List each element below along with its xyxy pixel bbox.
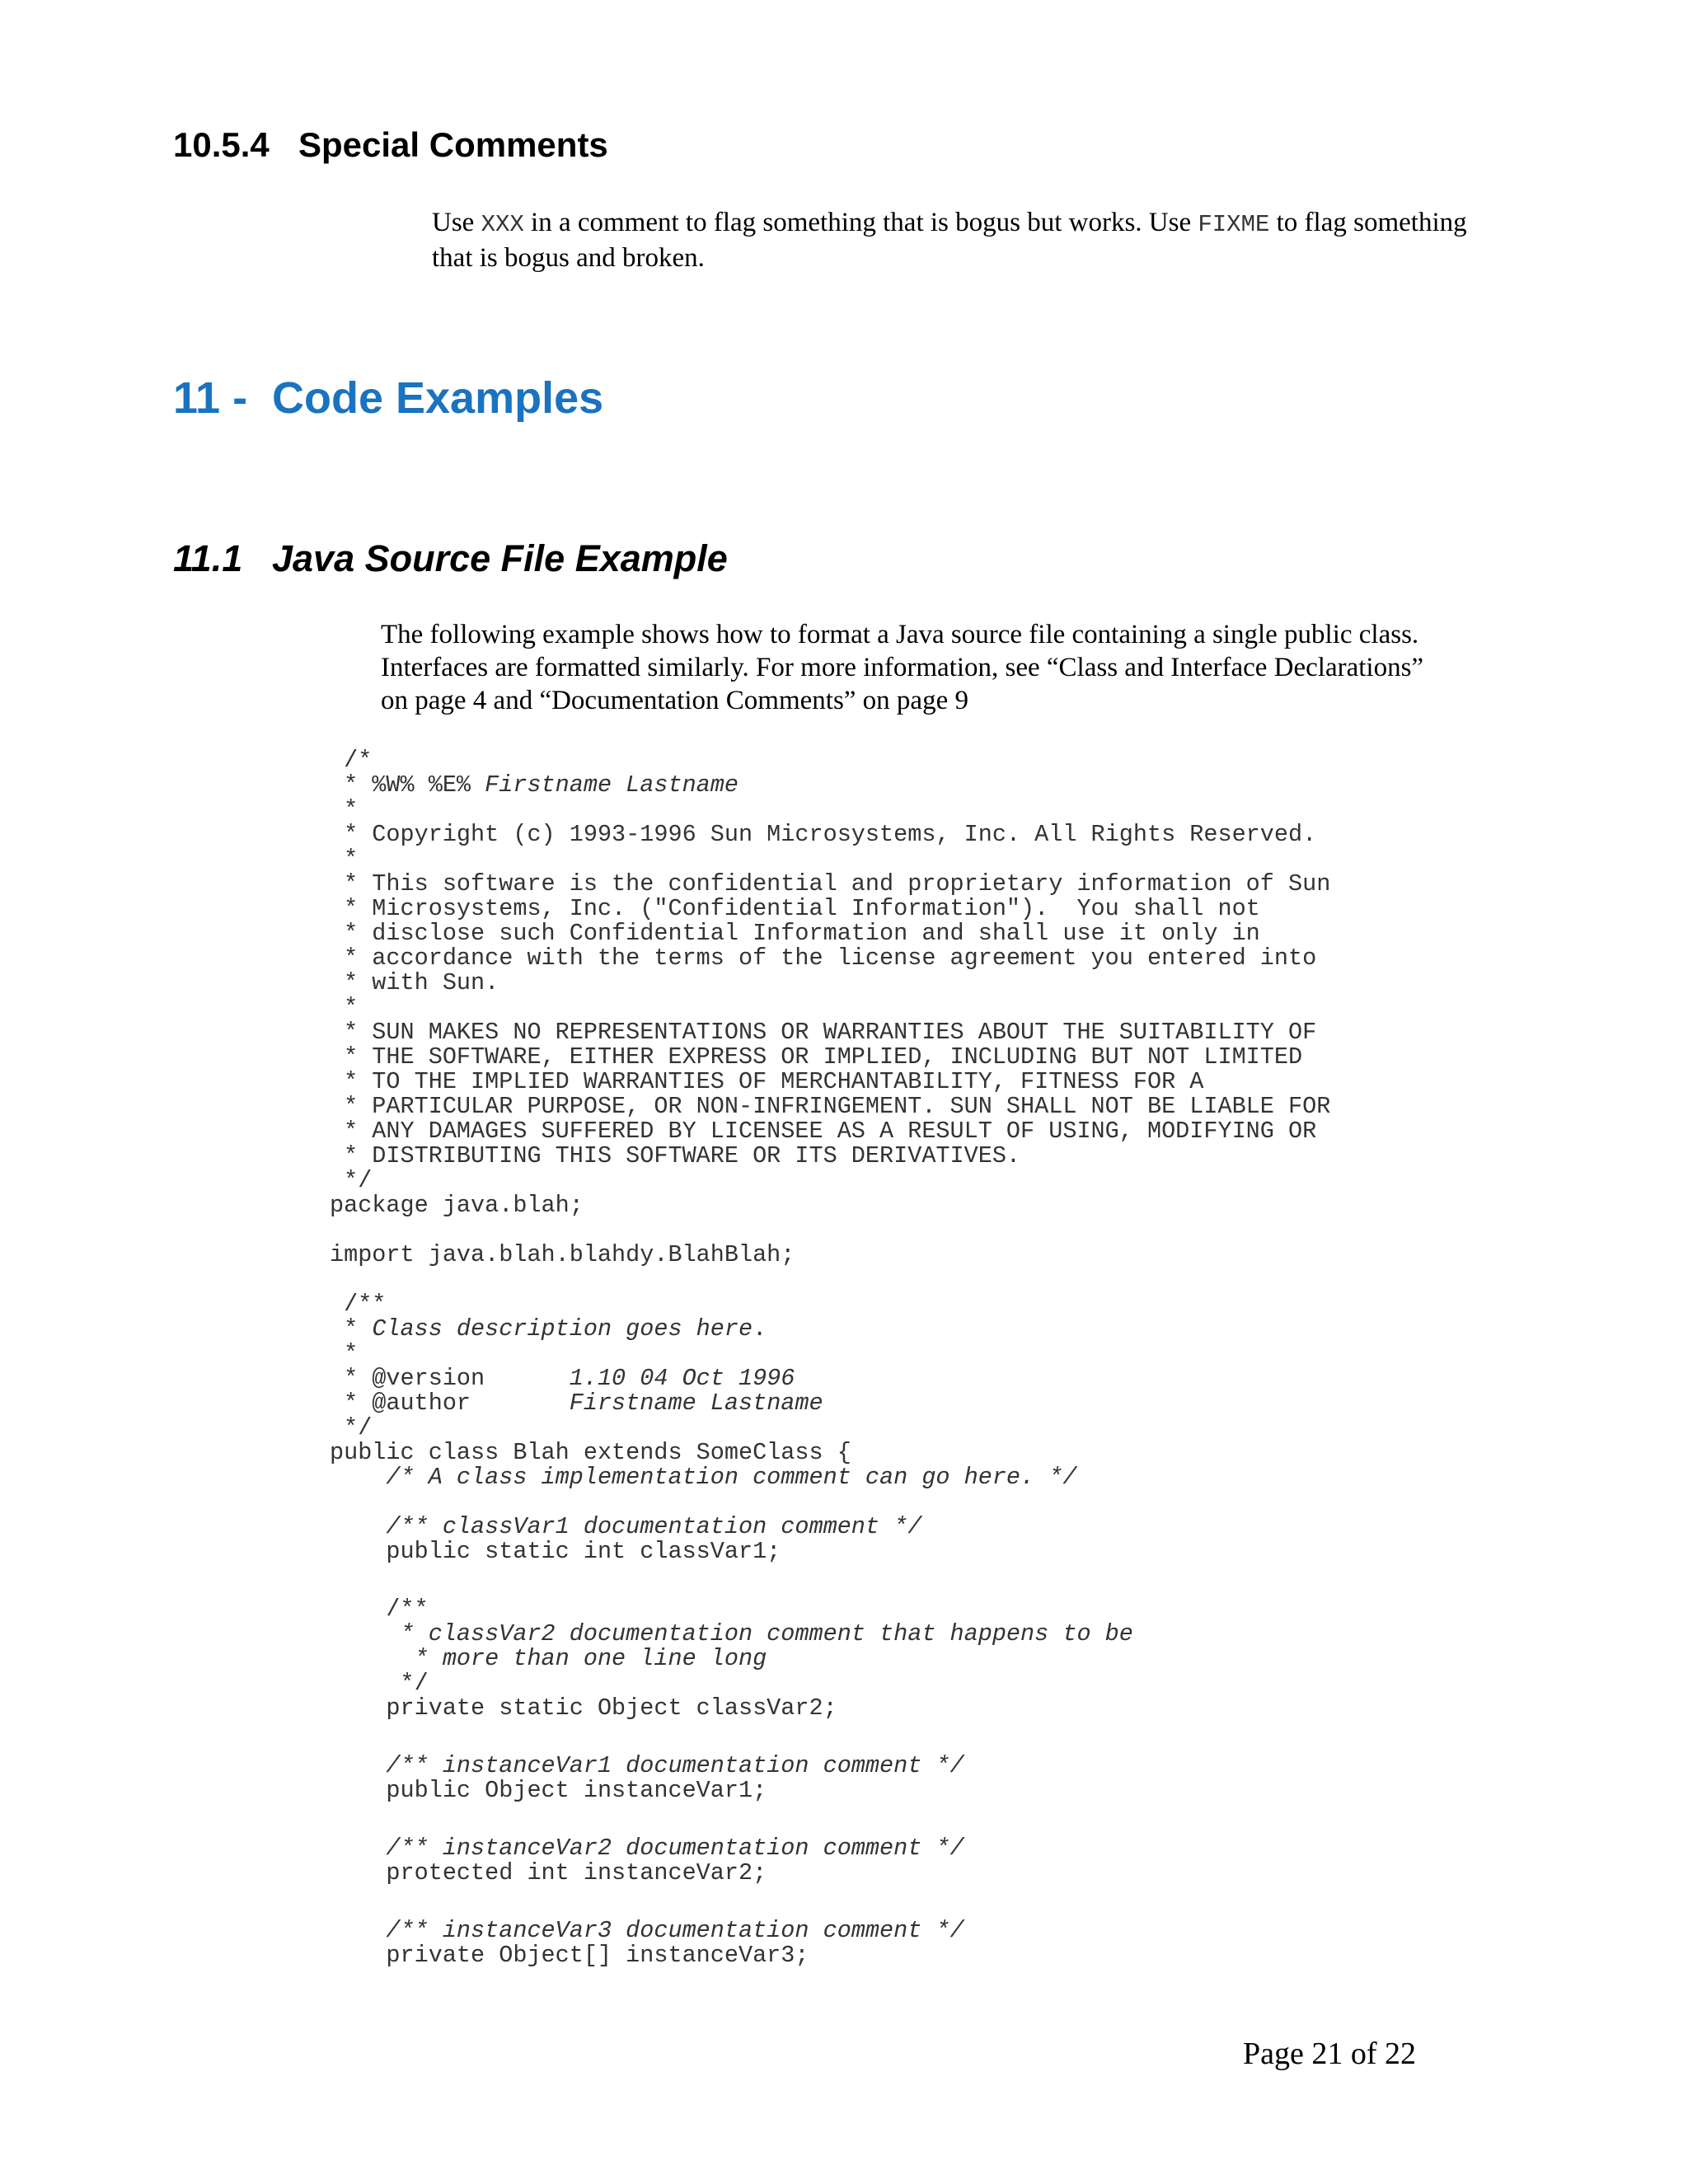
heading-title: Code Examples <box>272 373 604 423</box>
code-line: public class Blah extends SomeClass { <box>330 1439 851 1466</box>
heading-number: 11 - <box>173 373 248 423</box>
code-token-italic: 1.10 04 Oct 1996 <box>569 1365 795 1392</box>
code-line: * <box>330 994 359 1021</box>
code-line: * classVar2 documentation comment that happens to be <box>330 1620 1133 1647</box>
code-listing <box>330 748 1484 1968</box>
text-run: Use <box>432 208 481 237</box>
code-line: /* <box>330 747 373 774</box>
heading-11 <box>173 373 603 424</box>
code-token-italic: Class description goes here <box>372 1315 753 1343</box>
code-line: * <box>330 796 359 823</box>
heading-title: Java Source File Example <box>272 537 728 579</box>
code-line: * more than one line long <box>330 1645 767 1672</box>
java-example-paragraph: The following example shows how to format a Java source file containing a single public class. Interfaces are formatted similarly. For more information, see “Class and Interface Declarations” on page 4 and “Documentation Comments” on page 9 <box>381 620 1424 715</box>
code-line: /** instanceVar3 documentation comment */ <box>330 1917 964 1944</box>
code-line: * accordance with the terms of the license agreement you entered into <box>330 944 1317 972</box>
code-line: /** instanceVar1 documentation comment */ <box>330 1752 964 1779</box>
code-line: private static Object classVar2; <box>330 1694 837 1722</box>
code-line: /** <box>330 1596 429 1623</box>
code-line: private Object[] instanceVar3; <box>330 1942 809 1969</box>
code-line: * DISTRIBUTING THIS SOFTWARE OR ITS DERIVATIVES. <box>330 1142 1021 1169</box>
code-line: * <box>330 846 359 873</box>
code-line: * Copyright (c) 1993-1996 Sun Microsystems, Inc. All Rights Reserved. <box>330 821 1317 848</box>
code-line: * SUN MAKES NO REPRESENTATIONS OR WARRANTIES ABOUT THE SUITABILITY OF <box>330 1019 1317 1046</box>
code-token: * @version <box>330 1365 570 1392</box>
code-line: * THE SOFTWARE, EITHER EXPRESS OR IMPLIED, INCLUDING BUT NOT LIMITED <box>330 1043 1303 1071</box>
code-line: protected int instanceVar2; <box>330 1859 767 1886</box>
code-line: * ANY DAMAGES SUFFERED BY LICENSEE AS A RESULT OF USING, MODIFYING OR <box>330 1118 1317 1145</box>
heading-11-1 <box>173 537 728 580</box>
code-line: * <box>330 1340 359 1367</box>
code-line <box>330 1391 1484 1416</box>
code-line: */ <box>330 1414 373 1441</box>
code-line: * disclose such Confidential Information and shall use it only in <box>330 920 1260 947</box>
code-line: /** instanceVar2 documentation comment */ <box>330 1835 964 1862</box>
code-line: * TO THE IMPLIED WARRANTIES OF MERCHANTABILITY, FITNESS FOR A <box>330 1068 1204 1095</box>
code-line: */ <box>330 1670 429 1697</box>
code-line: * This software is the confidential and proprietary information of Sun <box>330 870 1331 898</box>
code-line: public Object instanceVar1; <box>330 1777 767 1804</box>
code-token: * <box>330 1315 373 1343</box>
code-line: package java.blah; <box>330 1192 584 1219</box>
code-line: * Microsystems, Inc. ("Confidential Information"). You shall not <box>330 895 1260 922</box>
heading-title: Special Comments <box>298 125 608 164</box>
heading-number: 11.1 <box>173 537 243 579</box>
special-comments-paragraph <box>432 206 1479 274</box>
inline-code-fixme: FIXME <box>1198 211 1270 238</box>
code-line <box>330 1317 1484 1342</box>
code-line <box>330 1366 1484 1391</box>
code-token-italic: Firstname Lastname <box>569 1390 823 1417</box>
code-line: */ <box>330 1167 373 1194</box>
code-line: * with Sun. <box>330 969 499 996</box>
page-number: Page 21 of 22 <box>1242 2036 1416 2071</box>
code-line: public static int classVar1; <box>330 1538 781 1565</box>
code-line: /* A class implementation comment can go here. */ <box>330 1464 1077 1491</box>
code-line: * PARTICULAR PURPOSE, OR NON-INFRINGEMENT. SUN SHALL NOT BE LIABLE FOR <box>330 1093 1331 1120</box>
code-token-italic: Firstname Lastname <box>485 771 738 799</box>
code-line: import java.blah.blahdy.BlahBlah; <box>330 1241 795 1268</box>
code-token: * @author <box>330 1390 570 1417</box>
code-line: /** <box>330 1291 387 1318</box>
code-token: * %W% %E% <box>330 771 485 799</box>
text-run: in a comment to flag something that is bogus but works. Use <box>523 208 1198 237</box>
code-token: . <box>753 1315 767 1343</box>
inline-code-xxx: XXX <box>481 211 524 238</box>
code-line <box>330 773 1484 798</box>
heading-10-5-4 <box>173 125 608 165</box>
text-run: to flag something that is bogus and broken. <box>432 208 1467 273</box>
code-line: /** classVar1 documentation comment */ <box>330 1513 922 1540</box>
heading-number: 10.5.4 <box>173 125 270 164</box>
